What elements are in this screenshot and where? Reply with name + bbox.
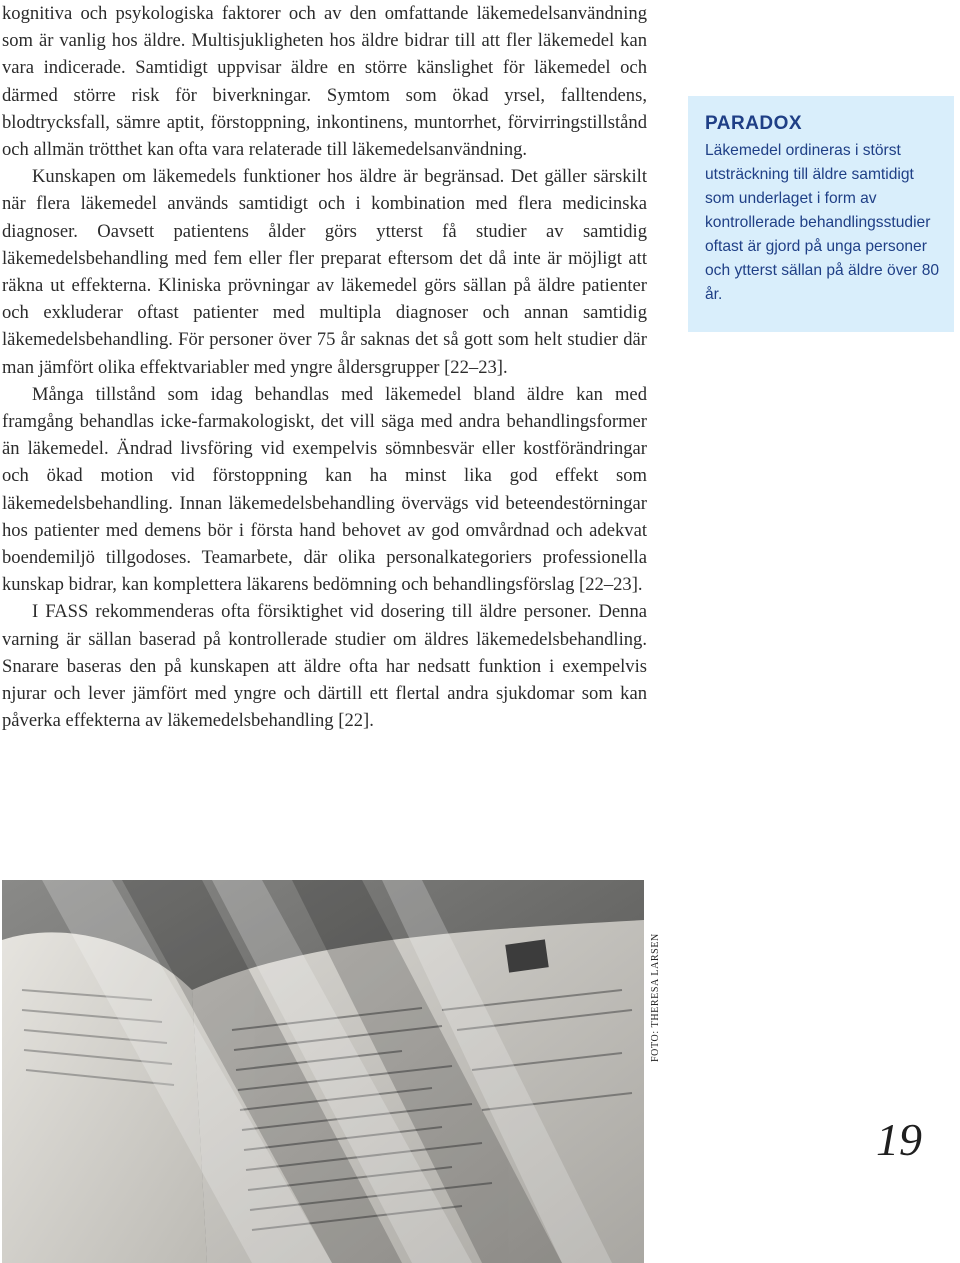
page-number: 19 [876, 1114, 922, 1165]
sidebar-title: PARADOX [705, 113, 803, 134]
open-book-image [2, 880, 644, 1263]
photo-credit: FOTO: THERESA LARSEN [650, 933, 661, 1062]
body-text [2, 0, 647, 734]
body-paragraph-3: Många tillstånd som idag behandlas med läkemedel bland äldre kan med framgång behandlas icke-farmakologiskt, det vill säga med andra behandlingsformer än läkemedel. Ändrad livsföring vid exempelvis sömnbesvär eller kostförändringar och ökad motion vid förstoppning kan ha minst lika god effekt som läkemedelsbehandling. Innan läkemedelsbehandling övervägs vid beteendestörningar hos patienter med demens bör i första hand behovet av god omvårdnad och adekvat boendemiljö tillgodoses. Teamarbete, där olika personalkategoriers professionella kunskap bidrar, kan komplettera läkarens bedömning och behandlingsförslag [22–23]. [2, 383, 647, 596]
body-paragraph-2: Kunskapen om läkemedels funktioner hos äldre är begränsad. Det gäller särskilt när flera läkemedel används samtidigt och i kombination med flera medicinska diagnoser. Oavsett patientens ålder görs ytterst få studier av samtidig läkemedelsbehandling med fem eller fler preparat eftersom det då inte är möjligt att räkna ut effekterna. Kliniska prövningar av läkemedel görs sällan på äldre patienter och exkluderar oftast patienter med multipla diagnoser och annan samtidig läkemedelsbehandling. För personer över 75 år saknas det så gott som helt studier där man jämfört olika effektvariabler med yngre åldersgrupper [22–23]. [2, 166, 647, 378]
paradox-sidebar [688, 96, 954, 332]
open-book-photo [2, 880, 644, 1263]
body-paragraph-4: I FASS rekommenderas ofta försiktighet vid dosering till äldre personer. Denna varning är sällan baserad på kontrollerade studier om äldres läkemedelsbehandling. Snarare baseras den på kunskapen att äldre ofta har nedsatt funktion i exempelvis njurar och lever jämfört med yngre och därtill ett flertal andra sjukdomar som kan påverka effekterna av läkemedelsbehandling [22]. [2, 601, 647, 732]
sidebar-text: Läkemedel ordineras i störst utsträckning till äldre samtidigt som underlaget i form av kontrollerade behandlingsstudier oftast är gjord på unga personer och ytterst sällan på äldre över 80 år. [705, 142, 940, 303]
body-paragraph-1: kognitiva och psykologiska faktorer och av den omfattande läkemedelsanvändning som är vanlig hos äldre. Multisjukligheten hos äldre bidrar till att fler läkemedel kan vara indicerade. Samtidigt uppvisar äldre en större känslighet för läkemedel och därmed större risk för biverkningar. Symtom som ökad yrsel, falltendens, blodtrycksfall, sämre aptit, förstoppning, inkontinens, muntorrhet, förvirringstillstånd och allmän trötthet kan ofta vara relaterade till läkemedelsanvändning. [2, 3, 647, 161]
